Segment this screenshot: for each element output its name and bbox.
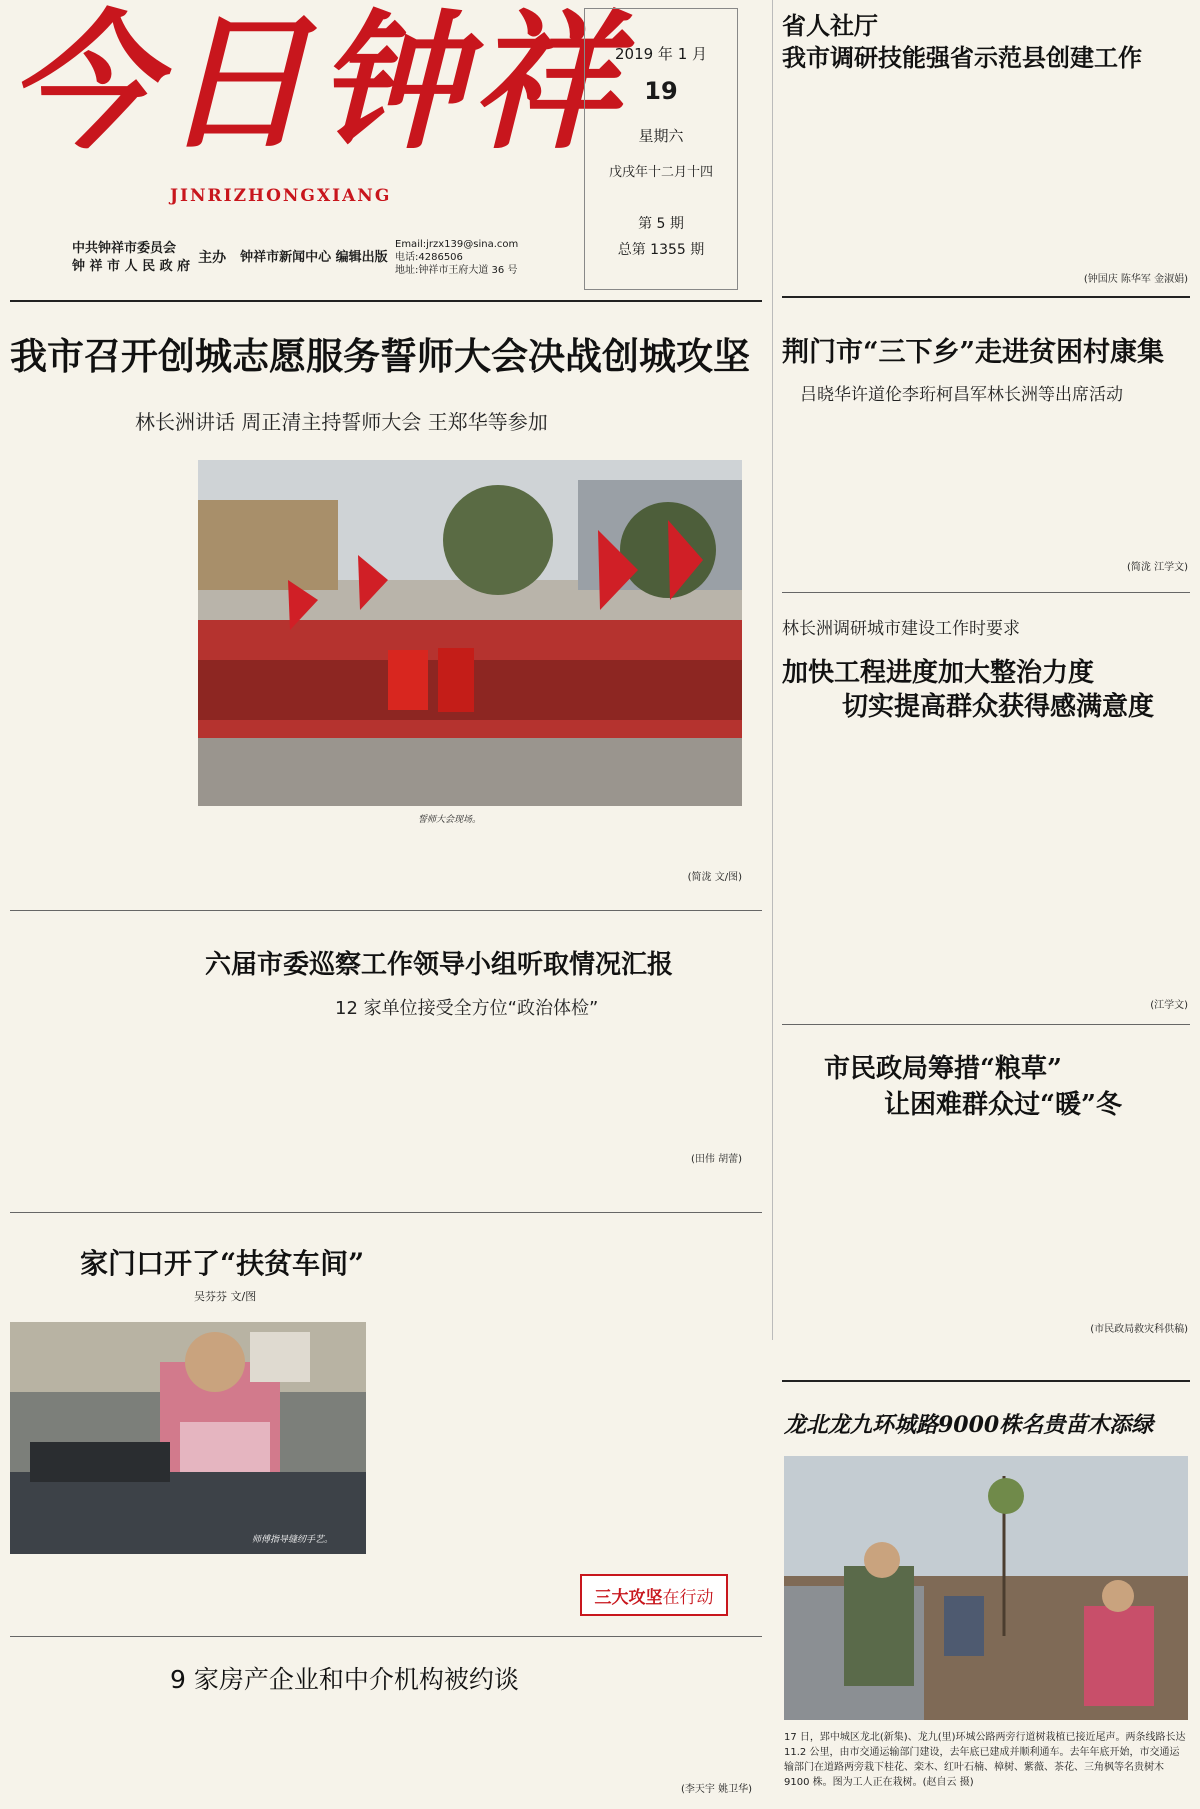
campaign-badge-primary: 三大攻坚 bbox=[594, 1587, 663, 1608]
article-7-body-col4 bbox=[570, 1226, 748, 1570]
article-9-body-col3 bbox=[386, 1712, 564, 1804]
total-issue-number: 总第 1355 期 bbox=[617, 242, 705, 258]
workshop-photo bbox=[10, 1322, 366, 1554]
article-5-body-col3 bbox=[336, 1032, 466, 1172]
article-4-title-line1: 加快工程进度加大整治力度 bbox=[782, 658, 1095, 688]
date-lunar: 戊戌年十二月十四 bbox=[608, 165, 713, 180]
sponsor-party: 中共钟祥市委员会 bbox=[72, 241, 177, 256]
article-7-title: 家门口开了“扶贫车间” bbox=[80, 1247, 365, 1280]
article-6-body-col2 bbox=[990, 1140, 1188, 1320]
masthead-contact bbox=[395, 238, 518, 277]
article-1-title: 我市调研技能强省示范县创建工作 bbox=[782, 43, 1142, 72]
article-8-title: 龙北龙九环城路9000株名贵苗木添绿 bbox=[784, 1412, 1154, 1438]
sponsor-editor: 钟祥市新闻中心 编辑出版 bbox=[240, 250, 388, 265]
date-year-month: 2019 年 1 月 bbox=[614, 45, 708, 63]
article-9-title: 9 家房产企业和中介机构被约谈 bbox=[170, 1665, 519, 1694]
campaign-badge-secondary: 在行动 bbox=[662, 1587, 714, 1608]
article-4-kicker: 林长洲调研城市建设工作时要求 bbox=[782, 619, 1020, 639]
roadside-tree-caption-text: 17 日，郢中城区龙北(新集)、龙九(里)环城公路两旁行道树栽植已接近尾声。两条线路长达 11.2 公里，由市交通运输部门建设，去年底已建成并顺利通车。去年年底开始，市交通运输部门在道路两旁栽下桂花、栾木、红叶石楠、樟树、紫薇、茶花、三角枫等名贵树木 9100 株。图为工人正在栽树。 bbox=[784, 1732, 1186, 1788]
article-4-credit: (江学文) bbox=[1150, 1000, 1188, 1011]
rally-photo bbox=[198, 460, 742, 806]
roadside-tree-caption bbox=[784, 1730, 1188, 1790]
article-2-body-col1 bbox=[10, 456, 190, 880]
date-day: 19 bbox=[644, 77, 678, 105]
roadside-tree-photo bbox=[784, 1456, 1188, 1720]
sponsor-host: 主办 bbox=[198, 250, 227, 266]
article-1-credit: (钟国庆 陈华军 金淑娟) bbox=[1083, 274, 1188, 285]
roadside-tree-caption-credit: (赵自云 摄) bbox=[922, 1777, 974, 1788]
article-3-title: 荆门市“三下乡”走进贫困村康集 bbox=[782, 337, 1165, 368]
article-4-title-line2: 切实提高群众获得感满意度 bbox=[842, 692, 1155, 722]
contact-phone: 电话:4286506 bbox=[395, 252, 463, 263]
article-3-credit: (简泷 江学文) bbox=[1127, 562, 1188, 573]
article-2-body-col2 bbox=[198, 830, 328, 878]
rally-photo-caption: 誓师大会现场。 bbox=[418, 815, 482, 825]
date-box bbox=[584, 8, 738, 290]
article-2-body-col4 bbox=[474, 830, 604, 878]
article-6-body-col1 bbox=[782, 1140, 980, 1340]
sponsor-government: 钟 祥 市 人 民 政 府 bbox=[72, 259, 191, 274]
article-5-body-col5 bbox=[612, 1032, 742, 1142]
article-9-body-col1 bbox=[10, 1712, 188, 1804]
article-9-credit: (李天宇 姚卫华) bbox=[681, 1784, 752, 1795]
article-5-body-col2 bbox=[198, 1032, 328, 1172]
article-1-body-col1 bbox=[782, 92, 980, 254]
article-3-subtitle: 吕晓华许道伦李珩柯昌军林长洲等出席活动 bbox=[800, 385, 1123, 405]
article-5-body-col1 bbox=[10, 934, 182, 1174]
masthead-title: 今日钟祥 bbox=[8, 0, 624, 169]
article-9-body-col4 bbox=[574, 1712, 752, 1782]
article-7-byline: 吴芬芬 文/图 bbox=[194, 1290, 257, 1303]
masthead-pinyin: JINRIZHONGXIANG bbox=[170, 186, 392, 206]
article-7-body-col1 bbox=[10, 1564, 188, 1628]
article-4-body-col2 bbox=[990, 732, 1188, 1002]
article-2-body-col3 bbox=[336, 830, 466, 878]
article-5-title: 六届市委巡察工作领导小组听取情况汇报 bbox=[205, 950, 674, 980]
article-7-body-col2 bbox=[198, 1564, 366, 1628]
article-6-title-line2: 让困难群众过“暖”冬 bbox=[884, 1090, 1122, 1120]
article-5-credit: (田伟 胡蕾) bbox=[691, 1154, 742, 1165]
article-4-body-col1 bbox=[782, 732, 980, 1002]
workshop-photo-caption: 师傅指导缝纫手艺。 bbox=[252, 1535, 334, 1545]
article-3-body-col2 bbox=[990, 420, 1188, 566]
article-6-credit: (市民政局救灾科供稿) bbox=[1090, 1324, 1188, 1335]
article-6-title-line1: 市民政局筹措“粮草” bbox=[824, 1054, 1062, 1084]
masthead-logo bbox=[8, 0, 624, 169]
article-2-title: 我市召开创城志愿服务誓师大会决战创城攻坚 bbox=[10, 334, 750, 378]
article-9-body-col2 bbox=[198, 1712, 376, 1804]
masthead-sponsors bbox=[72, 240, 388, 276]
article-5-subtitle: 12 家单位接受全方位“政治体检” bbox=[335, 998, 599, 1019]
date-weekday: 星期六 bbox=[638, 127, 684, 145]
contact-address: 地址:钟祥市王府大道 36 号 bbox=[395, 265, 518, 276]
article-5-body-col4 bbox=[474, 1032, 604, 1172]
issue-number: 第 5 期 bbox=[638, 216, 684, 232]
article-7-body-col3 bbox=[380, 1226, 558, 1612]
article-2-credit: (简泷 文/图) bbox=[687, 872, 742, 883]
contact-email: Email:jrzx139@sina.com bbox=[395, 239, 519, 250]
article-1-kicker: 省人社厅 bbox=[782, 11, 878, 40]
campaign-badge bbox=[580, 1574, 728, 1616]
article-1-body-col2 bbox=[990, 92, 1188, 254]
article-2-subtitle: 林长洲讲话 周正清主持誓师大会 王郑华等参加 bbox=[135, 410, 548, 434]
article-3-body-col1 bbox=[782, 420, 980, 566]
